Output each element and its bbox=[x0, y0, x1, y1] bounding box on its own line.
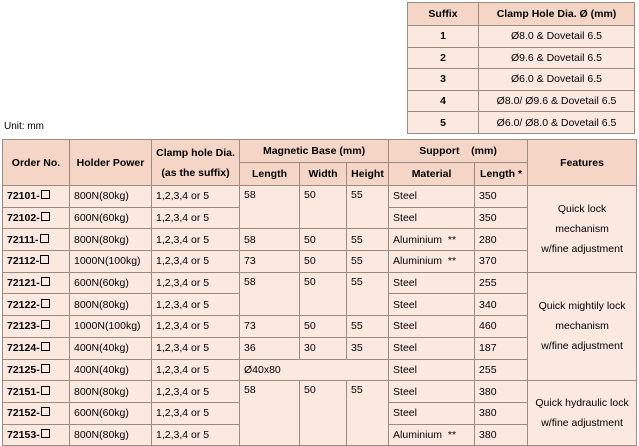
holder-power: 400N(40kg) bbox=[70, 359, 152, 381]
magnetic-base-header: Magnetic Base (mm) bbox=[240, 140, 389, 163]
base-length-header: Length bbox=[240, 163, 300, 186]
support-length: 187 bbox=[475, 337, 528, 359]
suffix-box-icon bbox=[41, 386, 50, 395]
support-header: Support (mm) bbox=[389, 140, 528, 163]
clamp-hole: 1,2,3,4 or 5 bbox=[152, 207, 240, 229]
support-length: 255 bbox=[475, 272, 528, 294]
support-length: 380 bbox=[475, 402, 528, 424]
support-material: Steel bbox=[389, 186, 475, 208]
table-row bbox=[3, 272, 637, 294]
suffix-box-icon bbox=[41, 190, 50, 199]
clamp-hole: 1,2,3,4 or 5 bbox=[152, 402, 240, 424]
clamp-hole: 1,2,3,4 or 5 bbox=[152, 186, 240, 208]
order-no: 72123- bbox=[3, 316, 70, 338]
suffix-table bbox=[407, 2, 635, 134]
order-no: 72152- bbox=[3, 402, 70, 424]
base-height: 55 bbox=[347, 251, 389, 273]
base-length: 73 bbox=[240, 316, 300, 338]
suffix-box-icon bbox=[41, 212, 50, 221]
clamp-hole-dia-value: Ø6.0/ Ø8.0 & Dovetail 6.5 bbox=[479, 112, 635, 134]
base-height: 55 bbox=[347, 316, 389, 338]
holder-power: 800N(80kg) bbox=[70, 294, 152, 316]
order-no: 72124- bbox=[3, 337, 70, 359]
clamp-hole: 1,2,3,4 or 5 bbox=[152, 316, 240, 338]
order-no: 72125- bbox=[3, 359, 70, 381]
suffix-value: 3 bbox=[408, 69, 479, 91]
suffix-value: 4 bbox=[408, 90, 479, 112]
clamp-hole: 1,2,3,4 or 5 bbox=[152, 381, 240, 403]
suffix-row bbox=[408, 69, 635, 91]
clamp-hole: 1,2,3,4 or 5 bbox=[152, 359, 240, 381]
holder-power: 1000N(100kg) bbox=[70, 316, 152, 338]
suffix-row bbox=[408, 90, 635, 112]
order-no: 72151- bbox=[3, 381, 70, 403]
support-length: 380 bbox=[475, 381, 528, 403]
support-material: Steel bbox=[389, 316, 475, 338]
support-length-header: Length * bbox=[475, 163, 528, 186]
base-width: 50 bbox=[300, 251, 347, 273]
base-width: 50 bbox=[300, 316, 347, 338]
material-header: Material bbox=[389, 163, 475, 186]
features-cell: Quick hydraulic lock w/fine adjustment bbox=[528, 381, 637, 446]
clamp-hole-dia-value: Ø8.0/ Ø9.6 & Dovetail 6.5 bbox=[479, 90, 635, 112]
clamp-hole: 1,2,3,4 or 5 bbox=[152, 337, 240, 359]
features-cell: Quick mightily lock mechanism w/fine adjustment bbox=[528, 272, 637, 380]
suffix-box-icon bbox=[40, 255, 49, 264]
unit-label: Unit: mm bbox=[4, 121, 44, 132]
clamp-hole-dia-value: Ø8.0 & Dovetail 6.5 bbox=[479, 26, 635, 48]
order-no: 72111- bbox=[3, 229, 70, 251]
base-width: 30 bbox=[300, 337, 347, 359]
suffix-value: 2 bbox=[408, 47, 479, 69]
support-material: Steel bbox=[389, 294, 475, 316]
clamp-hole: 1,2,3,4 or 5 bbox=[152, 272, 240, 294]
suffix-row bbox=[408, 112, 635, 134]
base-length: 58 bbox=[240, 381, 300, 446]
support-length: 380 bbox=[475, 424, 528, 446]
holder-power: 600N(60kg) bbox=[70, 207, 152, 229]
clamp-hole-header-line1: Clamp hole Dia. bbox=[156, 146, 235, 159]
support-material: Aluminium ** bbox=[389, 424, 475, 446]
product-table bbox=[2, 139, 637, 446]
support-material: Steel bbox=[389, 381, 475, 403]
base-width: 50 bbox=[300, 381, 347, 446]
holder-power: 800N(80kg) bbox=[70, 424, 152, 446]
clamp-hole-header bbox=[152, 140, 240, 186]
suffix-box-icon bbox=[41, 364, 50, 373]
order-no-header: Order No. bbox=[3, 140, 70, 186]
suffix-box-icon bbox=[41, 320, 50, 329]
support-material: Steel bbox=[389, 359, 475, 381]
support-length: 350 bbox=[475, 186, 528, 208]
features-cell: Quick lock mechanism w/fine adjustment bbox=[528, 186, 637, 273]
base-height: 55 bbox=[347, 186, 389, 229]
suffix-value: 1 bbox=[408, 26, 479, 48]
order-no: 72121- bbox=[3, 272, 70, 294]
holder-power: 600N(60kg) bbox=[70, 272, 152, 294]
base-height: 35 bbox=[347, 337, 389, 359]
support-material: Aluminium ** bbox=[389, 251, 475, 273]
support-length: 255 bbox=[475, 359, 528, 381]
base-length: 58 bbox=[240, 186, 300, 229]
support-material: Steel bbox=[389, 337, 475, 359]
suffix-box-icon bbox=[41, 342, 50, 351]
suffix-box-icon bbox=[41, 429, 50, 438]
holder-power: 600N(60kg) bbox=[70, 402, 152, 424]
holder-power: 400N(40kg) bbox=[70, 337, 152, 359]
support-length: 340 bbox=[475, 294, 528, 316]
clamp-hole-dia-value: Ø6.0 & Dovetail 6.5 bbox=[479, 69, 635, 91]
clamp-hole: 1,2,3,4 or 5 bbox=[152, 251, 240, 273]
suffix-value: 5 bbox=[408, 112, 479, 134]
suffix-header: Suffix bbox=[408, 3, 479, 26]
base-length: 58 bbox=[240, 229, 300, 251]
holder-power: 800N(80kg) bbox=[70, 186, 152, 208]
clamp-hole: 1,2,3,4 or 5 bbox=[152, 424, 240, 446]
support-length: 350 bbox=[475, 207, 528, 229]
base-width: 50 bbox=[300, 272, 347, 315]
support-material: Aluminium ** bbox=[389, 229, 475, 251]
order-no: 72153- bbox=[3, 424, 70, 446]
base-height: 55 bbox=[347, 381, 389, 446]
suffix-header-row bbox=[408, 3, 635, 26]
base-height: 55 bbox=[347, 229, 389, 251]
support-material: Steel bbox=[389, 402, 475, 424]
features-header: Features bbox=[528, 140, 637, 186]
clamp-hole-dia-value: Ø9.6 & Dovetail 6.5 bbox=[479, 47, 635, 69]
suffix-box-icon bbox=[41, 299, 50, 308]
header-row-1 bbox=[3, 140, 637, 163]
order-no: 72101- bbox=[3, 186, 70, 208]
holder-power: 800N(80kg) bbox=[70, 229, 152, 251]
clamp-hole: 1,2,3,4 or 5 bbox=[152, 294, 240, 316]
clamp-hole-dia-header: Clamp Hole Dia. Ø (mm) bbox=[479, 3, 635, 26]
suffix-box-icon bbox=[40, 234, 49, 243]
base-dimensions-merged: Ø40x80 bbox=[240, 359, 389, 381]
table-row bbox=[3, 381, 637, 403]
support-material: Steel bbox=[389, 207, 475, 229]
support-material: Steel bbox=[389, 272, 475, 294]
base-width-header: Width bbox=[300, 163, 347, 186]
base-length: 58 bbox=[240, 272, 300, 315]
clamp-hole: 1,2,3,4 or 5 bbox=[152, 229, 240, 251]
support-length: 280 bbox=[475, 229, 528, 251]
holder-power: 1000N(100kg) bbox=[70, 251, 152, 273]
base-height: 55 bbox=[347, 272, 389, 315]
clamp-hole-header-line2: (as the suffix) bbox=[161, 166, 230, 179]
table-row bbox=[3, 186, 637, 208]
order-no: 72102- bbox=[3, 207, 70, 229]
suffix-box-icon bbox=[41, 407, 50, 416]
base-width: 50 bbox=[300, 186, 347, 229]
support-length: 460 bbox=[475, 316, 528, 338]
base-width: 50 bbox=[300, 229, 347, 251]
suffix-row bbox=[408, 26, 635, 48]
support-length: 370 bbox=[475, 251, 528, 273]
holder-power-header: Holder Power bbox=[70, 140, 152, 186]
suffix-box-icon bbox=[41, 277, 50, 286]
base-height-header: Height bbox=[347, 163, 389, 186]
base-length: 36 bbox=[240, 337, 300, 359]
base-length: 73 bbox=[240, 251, 300, 273]
holder-power: 800N(80kg) bbox=[70, 381, 152, 403]
order-no: 72112- bbox=[3, 251, 70, 273]
order-no: 72122- bbox=[3, 294, 70, 316]
suffix-row bbox=[408, 47, 635, 69]
